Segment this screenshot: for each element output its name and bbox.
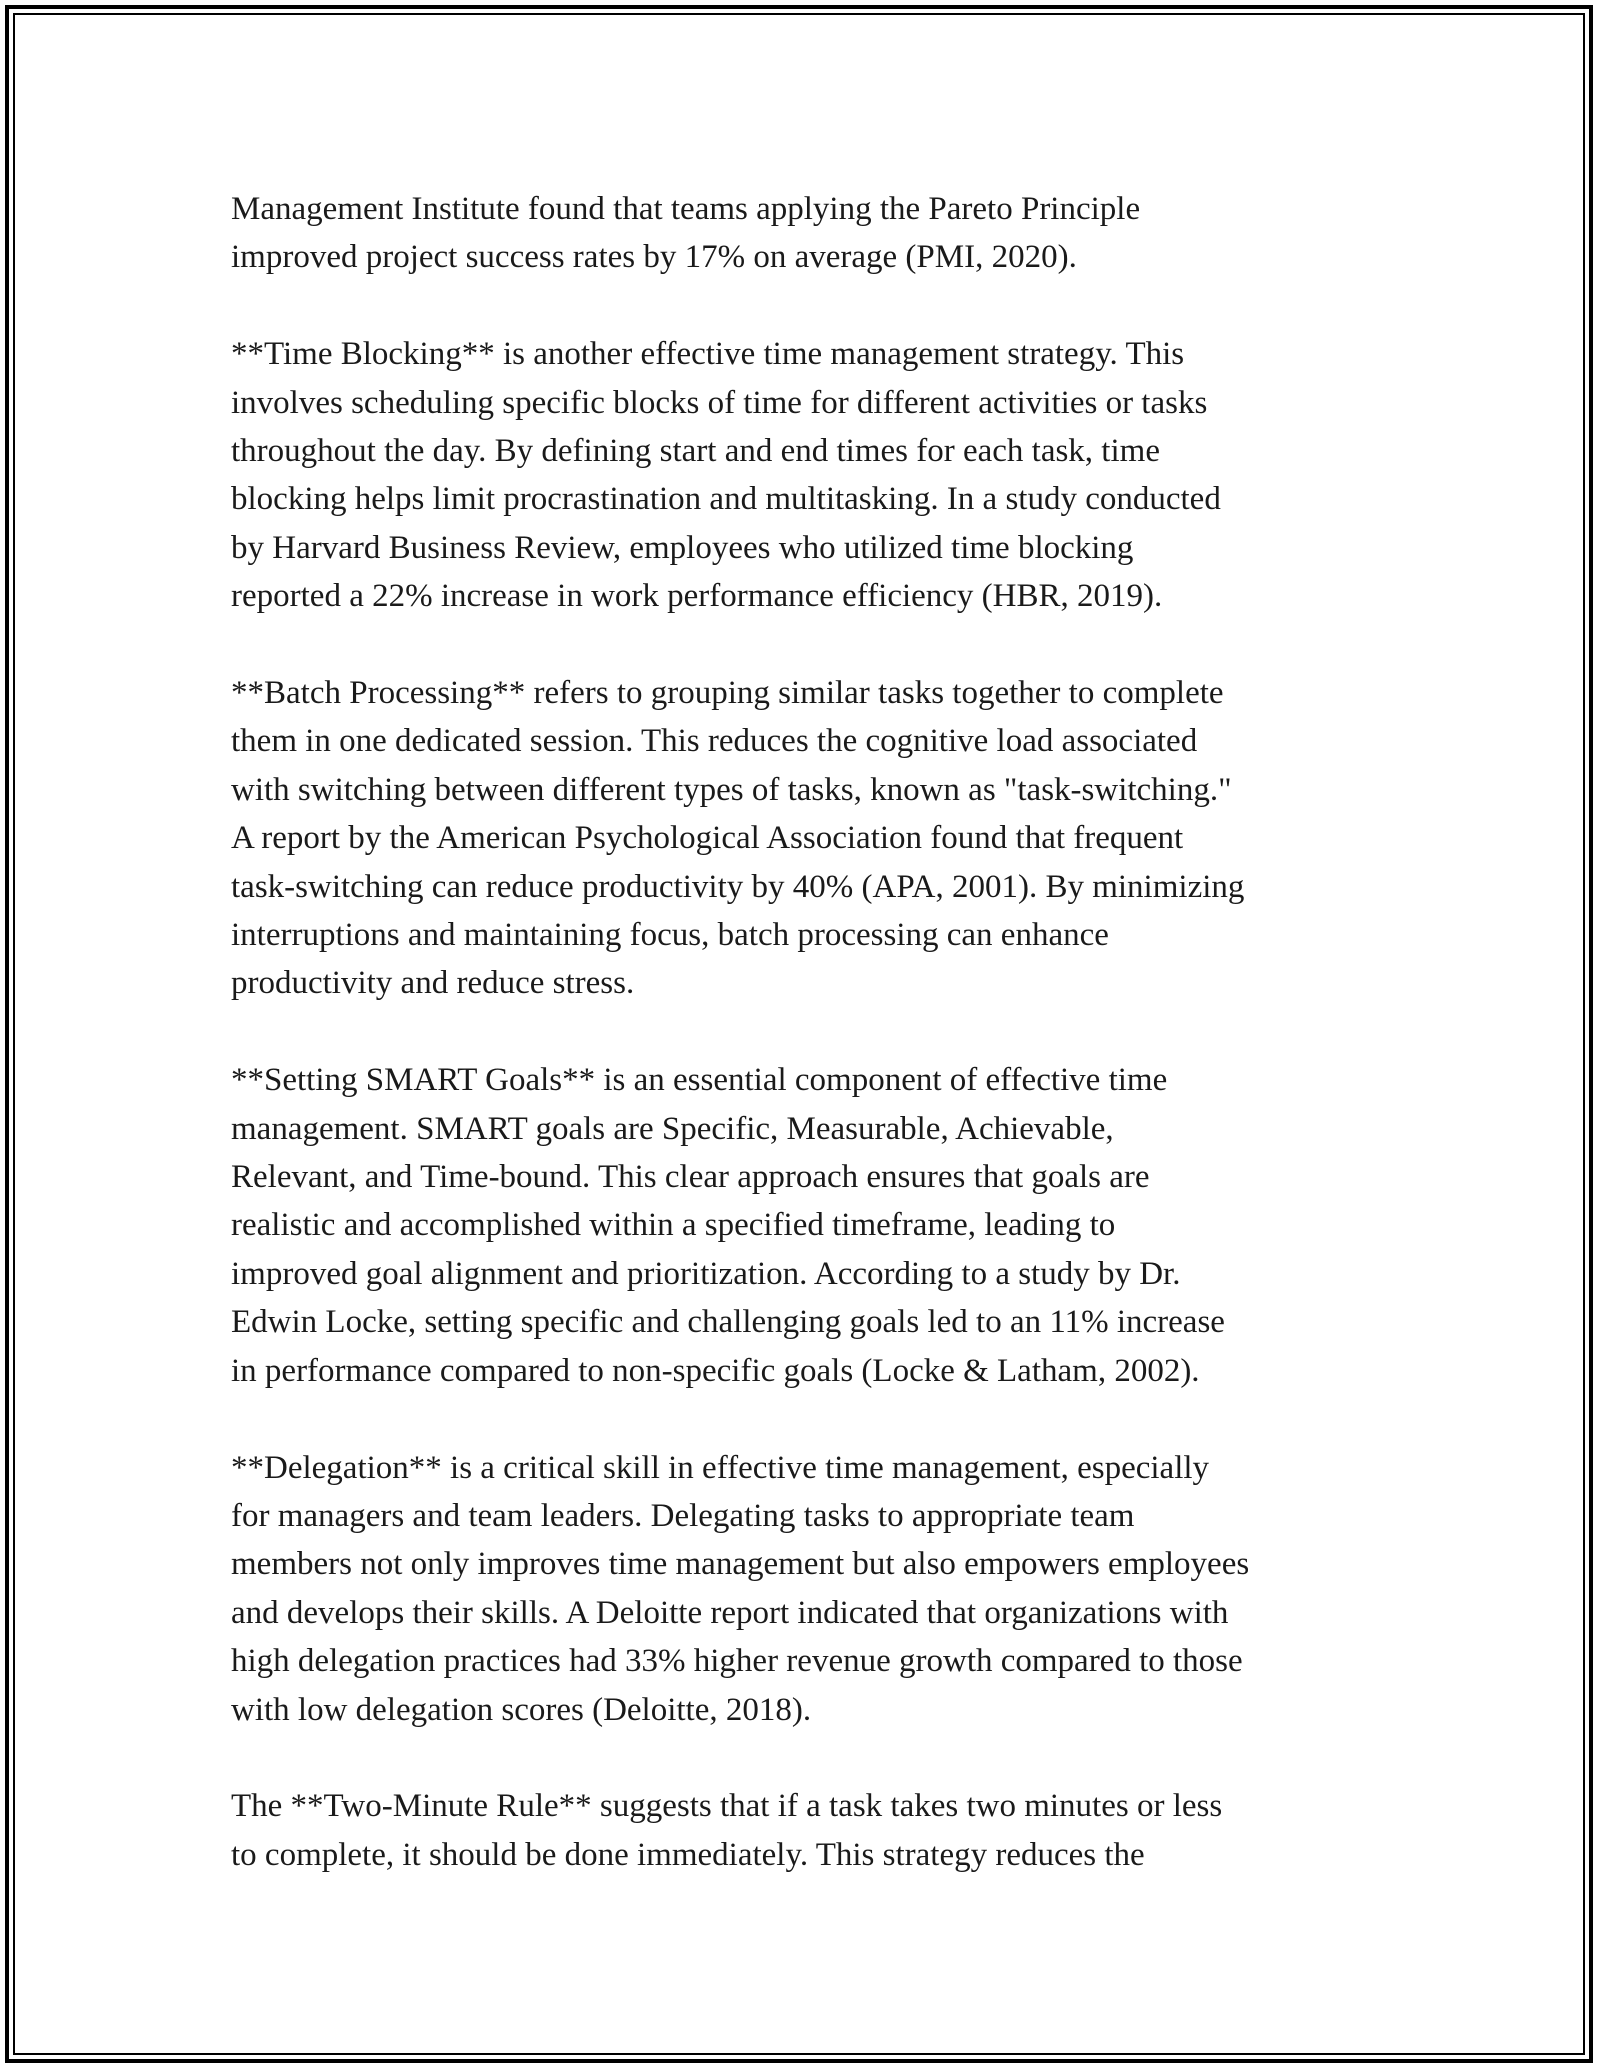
- text-line: task-switching can reduce productivity by 40% (APA, 2001). By minimizing: [231, 868, 1245, 905]
- text-line: management. SMART goals are Specific, Measurable, Achievable,: [231, 1110, 1114, 1147]
- text-line: involves scheduling specific blocks of time for different activities or tasks: [231, 384, 1208, 421]
- text-line: **Delegation** is a critical skill in effective time management, especially: [231, 1449, 1210, 1486]
- text-line: by Harvard Business Review, employees who utilized time blocking: [231, 529, 1134, 566]
- text-line: Management Institute found that teams applying the Pareto Principle: [231, 191, 1141, 227]
- paragraph: [231, 1056, 1411, 1395]
- text-line: high delegation practices had 33% higher revenue growth compared to those: [231, 1643, 1243, 1680]
- text-line: A report by the American Psychological Association found that frequent: [231, 820, 1184, 857]
- text-line: throughout the day. By defining start and end times for each task, time: [231, 433, 1160, 470]
- paragraph: [231, 330, 1411, 620]
- text-line: The **Two-Minute Rule** suggests that if a task takes two minutes or less: [231, 1788, 1223, 1825]
- text-line: reported a 22% increase in work performance efficiency (HBR, 2019).: [231, 578, 1163, 615]
- paragraph: [231, 1782, 1411, 1879]
- text-line: realistic and accomplished within a specified timeframe, leading to: [231, 1207, 1116, 1244]
- text-line: to complete, it should be done immediately. This strategy reduces the: [231, 1836, 1145, 1873]
- paragraph: [231, 1444, 1411, 1734]
- text-line: blocking helps limit procrastination and multitasking. In a study conducted: [231, 481, 1221, 518]
- text-line: productivity and reduce stress.: [231, 965, 635, 1002]
- text-line: Relevant, and Time-bound. This clear approach ensures that goals are: [231, 1159, 1150, 1196]
- text-line: improved goal alignment and prioritization. According to a study by Dr.: [231, 1255, 1181, 1292]
- text-line: with low delegation scores (Deloitte, 2018).: [231, 1691, 812, 1728]
- text-line: interruptions and maintaining focus, batch processing can enhance: [231, 917, 1109, 954]
- text-line: **Setting SMART Goals** is an essential component of effective time: [231, 1062, 1168, 1099]
- text-line: and develops their skills. A Deloitte report indicated that organizations with: [231, 1594, 1229, 1631]
- text-line: **Time Blocking** is another effective time management strategy. This: [231, 336, 1185, 373]
- paragraph: [231, 669, 1411, 1008]
- text-line: **Batch Processing** refers to grouping similar tasks together to complete: [231, 675, 1224, 712]
- text-line: for managers and team leaders. Delegating tasks to appropriate team: [231, 1497, 1135, 1534]
- text-line: members not only improves time management but also empowers employees: [231, 1546, 1250, 1583]
- document-body: [231, 185, 1411, 1928]
- text-line: Edwin Locke, setting specific and challenging goals led to an 11% increase: [231, 1304, 1225, 1341]
- text-line: improved project success rates by 17% on average (PMI, 2020).: [231, 239, 1077, 276]
- text-line: in performance compared to non-specific goals (Locke & Latham, 2002).: [231, 1352, 1200, 1389]
- text-line: them in one dedicated session. This reduces the cognitive load associated: [231, 723, 1198, 760]
- text-line: with switching between different types of tasks, known as "task-switching.": [231, 771, 1232, 808]
- paragraph: [231, 185, 1411, 282]
